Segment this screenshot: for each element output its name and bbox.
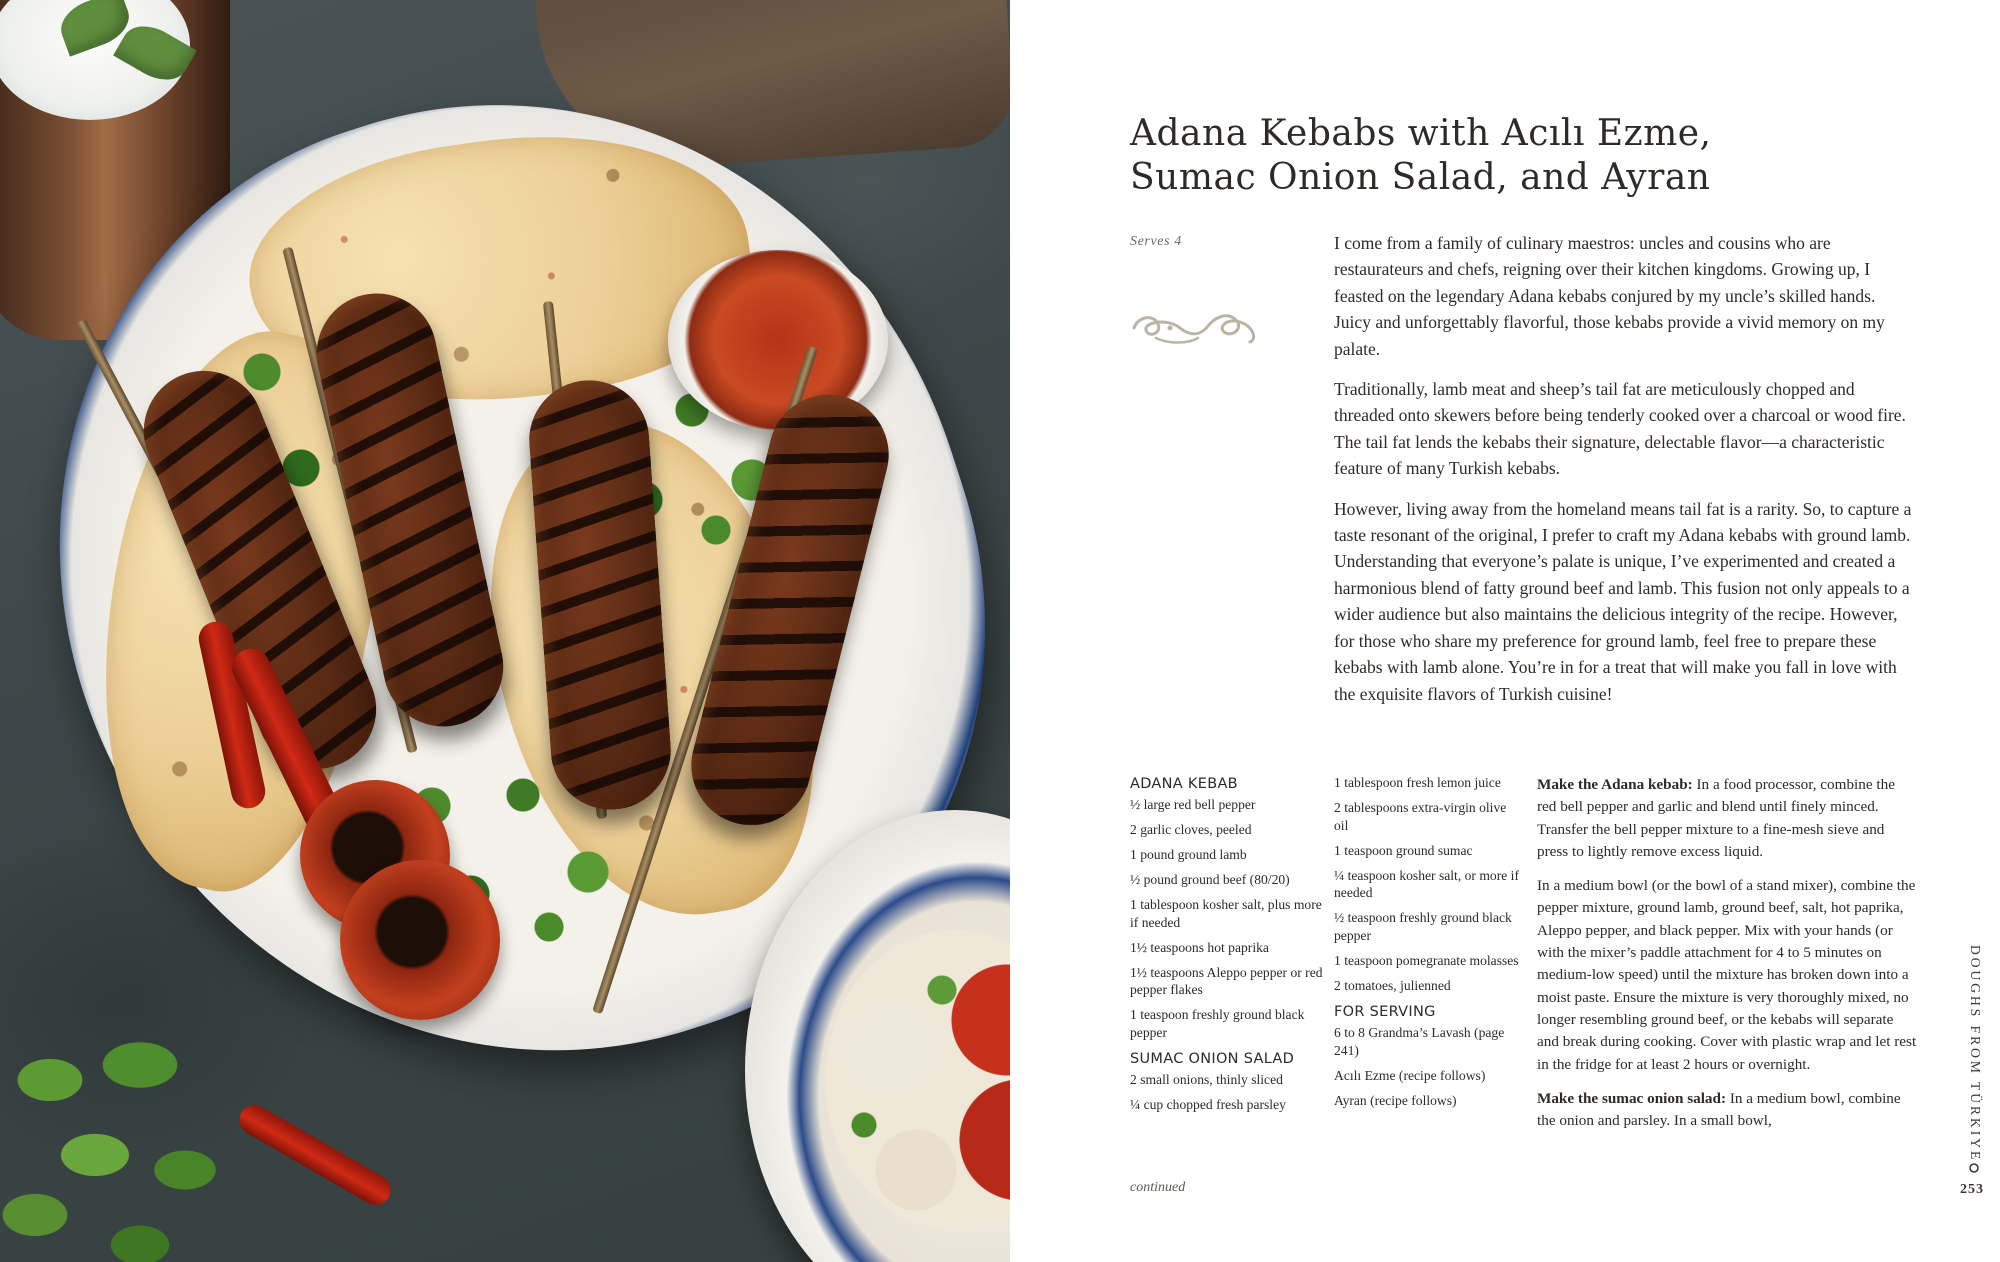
ingredient-item: ¼ cup chopped fresh parsley — [1130, 1097, 1286, 1112]
intro-paragraph: I come from a family of culinary maestros: uncles and cousins who are restaurateurs and chefs, reigning over their kitchen kingdoms. Growing up, I feasted on the legendary Adana kebabs conjured by my uncle’s skilled hands. Juicy and unforgettably flavorful, those kebabs provide a vivid memory on my palate. — [1334, 233, 1885, 359]
continued-note: continued — [1130, 1180, 1186, 1195]
ingredient-item: 1 pound ground lamb — [1130, 847, 1247, 862]
running-head: DOUGHS FROM TÜRKIYE — [1968, 945, 1983, 1163]
grilled-tomato — [340, 860, 500, 1020]
ingredient-item: 2 garlic cloves, peeled — [1130, 822, 1252, 837]
recipe-title-line2: Sumac Onion Salad, and Ayran — [1130, 157, 1711, 198]
salad-ingredient-list-continued — [1334, 774, 1524, 994]
mint-bunch — [0, 990, 260, 1262]
adana-kebab-heading: ADANA KEBAB — [1130, 776, 1238, 792]
ingredient-item: ½ large red bell pepper — [1130, 797, 1256, 812]
method-step — [1537, 875, 1917, 1076]
decorative-flourish-icon — [1128, 298, 1268, 350]
sumac-onion-salad-heading: SUMAC ONION SALAD — [1130, 1051, 1295, 1067]
method-step — [1537, 1088, 1917, 1133]
salad-ingredient-list — [1130, 1071, 1330, 1114]
serving-item: 6 to 8 Grandma’s Lavash (page 241) — [1334, 1025, 1505, 1058]
method-step-text: In a medium bowl (or the bowl of a stand mixer), combine the pepper mixture, ground lamb, ground beef, salt, hot paprika, Aleppo pepper, and black pepper. Mix with your hands (or with the mixer’s paddle attachment for 4 to 5 minutes on medium-low speed) until the mixture has broken down into a moist paste. Ensure the mixture is very thoroughly mixed, no longer resembling ground beef, or the kebabs will separate and break during cooking. Cover with plastic wrap and let rest in the fridge for at least 2 hours or overnight. — [1537, 877, 1917, 1073]
ingredient-item: 2 tablespoons extra-virgin olive oil — [1334, 800, 1507, 833]
method-step-lead: Make the Adana kebab: — [1537, 776, 1693, 793]
ingredient-item: 1 teaspoon pomegranate molasses — [1334, 952, 1519, 968]
recipe-title-line1: Adana Kebabs with Acılı Ezme, — [1130, 113, 1712, 154]
ingredients-column-2 — [1334, 774, 1524, 1119]
serving-item: Acılı Ezme (recipe follows) — [1334, 1067, 1486, 1083]
ingredient-item: 2 small onions, thinly sliced — [1130, 1072, 1283, 1087]
ingredients-column-1 — [1130, 774, 1330, 1124]
serving-item: Ayran (recipe follows) — [1334, 1092, 1457, 1108]
ingredient-item: 1½ teaspoons hot paprika — [1130, 939, 1269, 955]
folio-ornament-icon — [1968, 1162, 1980, 1174]
serves-count: Serves 4 — [1130, 234, 1182, 249]
method-step-lead: Make the sumac onion salad: — [1537, 1089, 1727, 1107]
method-step-text: In a medium bowl, combine the onion and parsley. In a small bowl, — [1537, 1089, 1901, 1130]
ingredient-item: ½ teaspoon freshly ground black pepper — [1334, 910, 1512, 943]
method-step-text: In a food processor, combine the red bell pepper and garlic and blend until finely minced. Transfer the bell pepper mixture to a fine-mesh sieve and press to lightly remove excess liquid. — [1537, 776, 1895, 860]
serving-list — [1334, 1024, 1524, 1109]
ingredient-item: 2 tomatoes, julienned — [1334, 977, 1451, 993]
ingredient-item: 1 tablespoon kosher salt, plus more if needed — [1130, 897, 1322, 930]
adana-ingredient-list — [1130, 796, 1330, 1041]
recipe-intro — [1334, 230, 1914, 721]
recipe-title — [1130, 112, 1890, 200]
ingredient-item: ¼ teaspoon kosher salt, or more if needed — [1334, 867, 1519, 900]
intro-paragraph: However, living away from the homeland means tail fat is a rarity. So, to capture a taste resonant of the original, I prefer to craft my Adana kebabs with ground lamb. Understanding that everyone’s palate is unique, I’ve experimented and created a harmonious blend of fatty ground beef and lamb. This fusion not only appeals to a wider audience but also maintains the delicious integrity of the recipe. However, for those who share my preference for ground lamb, feel free to prepare these kebabs with lamb alone. You’re in for a treat that will make you fall in love with the exquisite flavors of Turkish cuisine! — [1334, 498, 1912, 704]
method-column — [1537, 774, 1917, 1144]
ingredient-item: ½ pound ground beef (80/20) — [1130, 872, 1290, 887]
ingredient-item: 1 tablespoon fresh lemon juice — [1334, 775, 1501, 790]
page-number: 253 — [1960, 1182, 1984, 1197]
ingredient-item: 1 teaspoon freshly ground black pepper — [1130, 1007, 1305, 1040]
for-serving-heading: FOR SERVING — [1334, 1004, 1436, 1020]
intro-paragraph: Traditionally, lamb meat and sheep’s tail fat are meticulously chopped and threaded onto skewers before being tenderly cooked over a charcoal or wood fire. The tail fat lends the kebabs their signature, delectable flavor—a characteristic feature of many Turkish kebabs. — [1334, 379, 1906, 479]
method-step — [1537, 774, 1917, 863]
ingredient-item: 1 teaspoon ground sumac — [1334, 842, 1473, 858]
ingredient-item: 1½ teaspoons Aleppo pepper or red pepper flakes — [1130, 964, 1323, 997]
